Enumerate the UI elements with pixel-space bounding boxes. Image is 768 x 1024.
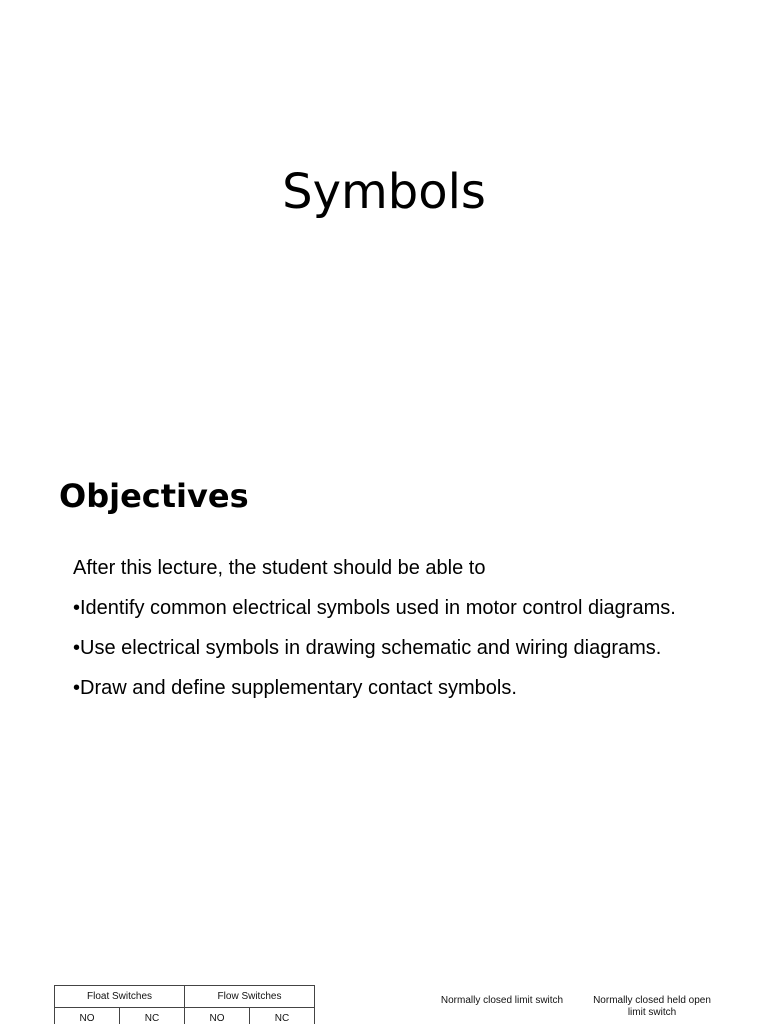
nc-held-open-limit-switch-caption: Normally closed held open limit switch — [593, 995, 711, 1018]
table-subheader-row — [55, 1008, 315, 1024]
objective-item: •Use electrical symbols in drawing schematic and wiring diagrams. — [73, 637, 662, 659]
objectives-intro: After this lecture, the student should be able to — [73, 557, 486, 579]
objective-item: •Draw and define supplementary contact symbols. — [73, 677, 517, 699]
flow-no-cell: NO — [185, 1008, 250, 1024]
objectives-list — [73, 553, 753, 713]
float-nc-cell: NC — [120, 1008, 185, 1024]
switch-symbol-table — [54, 985, 315, 1024]
flow-nc-cell: NC — [250, 1008, 315, 1024]
nc-limit-switch-caption: Normally closed limit switch — [440, 995, 564, 1006]
objectives-heading: Objectives — [59, 477, 249, 515]
slide-title: Symbols — [282, 164, 486, 220]
flow-switches-header: Flow Switches — [185, 986, 315, 1008]
objective-item: •Identify common electrical symbols used in motor control diagrams. — [73, 597, 676, 619]
float-switches-header: Float Switches — [55, 986, 185, 1008]
float-no-cell: NO — [55, 1008, 120, 1024]
table-header-row — [55, 986, 315, 1008]
